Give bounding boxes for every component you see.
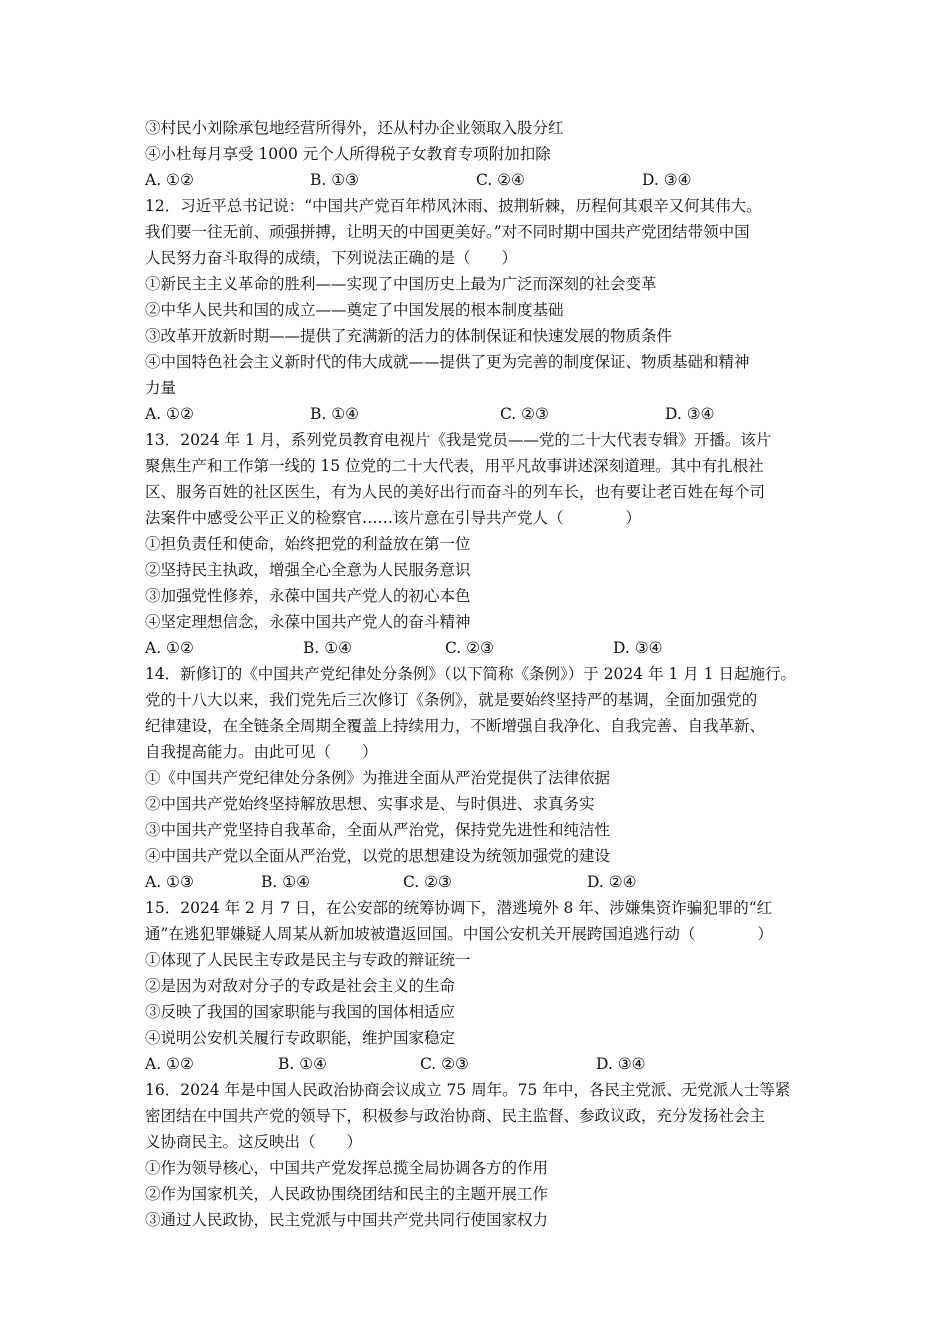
- q11-option-b[interactable]: B. ①③: [310, 171, 360, 189]
- q14-statement-1: ①《中国共产党纪律处分条例》为推进全面从严治党提供了法律依据: [145, 769, 611, 787]
- q14-statement-4: ④中国共产党以全面从严治党，以党的思想建设为统领加强党的建设: [145, 847, 611, 865]
- q15-stem-line-1: 15．2024 年 2 月 7 日，在公安部的统筹协调下，潜逃境外 8 年、涉嫌集资诈骗犯罪的“红: [145, 899, 773, 917]
- q14-stem-line-4: 自我提高能力。由此可见（ ）: [145, 743, 378, 761]
- q13-option-a[interactable]: A. ①②: [145, 639, 194, 657]
- q14-option-c[interactable]: C. ②③: [403, 873, 452, 891]
- q12-statement-3: ③改革开放新时期——提供了充满新的活力的体制保证和快速发展的物质条件: [145, 327, 673, 345]
- q14-statement-3: ③中国共产党坚持自我革命，全面从严治党，保持党先进性和纯洁性: [145, 821, 611, 839]
- q11-option-a[interactable]: A. ①②: [145, 171, 194, 189]
- q13-statement-2: ②坚持民主执政，增强全心全意为人民服务意识: [145, 561, 471, 579]
- q13-stem-line-3: 区、服务百姓的社区医生，有为人民的美好出行而奋斗的列车长，也有要让老百姓在每个司: [145, 483, 766, 501]
- q15-stem-line-2: 通”在逃犯罪嫌疑人周某从新加坡被遣返回国。中国公安机关开展跨国追逃行动（ ）: [145, 925, 773, 943]
- q14-stem-line-3: 纪律建设，在全链条全周期全覆盖上持续用力，不断增强自我净化、自我完善、自我革新、: [145, 717, 766, 735]
- q11-statement-4: ④小杜每月享受 1000 元个人所得税子女教育专项附加扣除: [145, 145, 551, 163]
- q15-option-d[interactable]: D. ③④: [596, 1055, 646, 1073]
- q13-stem-line-2: 聚焦生产和工作第一线的 15 位党的二十大代表，用平凡故事讲述深刻道理。其中有扎根社: [145, 457, 764, 475]
- q13-option-b[interactable]: B. ①④: [303, 639, 353, 657]
- q14-option-a[interactable]: A. ①③: [145, 873, 194, 891]
- q11-option-d[interactable]: D. ③④: [642, 171, 692, 189]
- q14-option-d[interactable]: D. ②④: [587, 873, 637, 891]
- q16-stem-line-3: 义协商民主。这反映出（ ）: [145, 1133, 363, 1151]
- q15-statement-1: ①体现了人民民主专政是民主与专政的辩证统一: [145, 951, 471, 969]
- q12-stem-line-3: 人民努力奋斗取得的成绩，下列说法正确的是（ ）: [145, 249, 518, 267]
- q15-statement-2: ②是因为对敌对分子的专政是社会主义的生命: [145, 977, 456, 995]
- q13-statement-3: ③加强党性修养，永葆中国共产党人的初心本色: [145, 587, 471, 605]
- q15-statement-3: ③反映了我国的国家职能与我国的国体相适应: [145, 1003, 456, 1021]
- q12-option-d[interactable]: D. ③④: [665, 405, 715, 423]
- q12-stem-line-2: 我们要一往无前、顽强拼搏，让明天的中国更美好。”对不同时期中国共产党团结带领中国: [145, 223, 750, 241]
- q12-option-c[interactable]: C. ②③: [500, 405, 549, 423]
- q15-option-c[interactable]: C. ②③: [420, 1055, 469, 1073]
- q13-option-c[interactable]: C. ②③: [445, 639, 494, 657]
- q12-statement-2: ②中华人民共和国的成立——奠定了中国发展的根本制度基础: [145, 301, 564, 319]
- q14-stem-line-1: 14．新修订的《中国共产党纪律处分条例》（以下简称《条例》）于 2024 年 1 月 1 日起施行。: [145, 665, 796, 683]
- q15-option-a[interactable]: A. ①②: [145, 1055, 194, 1073]
- q12-option-b[interactable]: B. ①④: [310, 405, 360, 423]
- q13-statement-4: ④坚定理想信念，永葆中国共产党人的奋斗精神: [145, 613, 471, 631]
- q13-statement-1: ①担负责任和使命，始终把党的利益放在第一位: [145, 535, 471, 553]
- q15-statement-4: ④说明公安机关履行专政职能，维护国家稳定: [145, 1029, 456, 1047]
- q12-statement-4: ④中国特色社会主义新时代的伟大成就——提供了更为完善的制度保证、物质基础和精神: [145, 353, 750, 371]
- q12-option-a[interactable]: A. ①②: [145, 405, 194, 423]
- q11-statement-3: ③村民小刘除承包地经营所得外，还从村办企业领取入股分红: [145, 119, 564, 137]
- q16-statement-1: ①作为领导核心，中国共产党发挥总揽全局协调各方的作用: [145, 1159, 549, 1177]
- q16-stem-line-2: 密团结在中国共产党的领导下，积极参与政治协商、民主监督、参政议政，充分发扬社会主: [145, 1107, 766, 1125]
- q11-option-c[interactable]: C. ②④: [476, 171, 525, 189]
- q16-statement-3: ③通过人民政协，民主党派与中国共产党共同行使国家权力: [145, 1211, 549, 1229]
- q16-stem-line-1: 16．2024 年是中国人民政治协商会议成立 75 周年。75 年中，各民主党派、无党派人士等紧: [145, 1081, 791, 1099]
- q14-statement-2: ②中国共产党始终坚持解放思想、实事求是、与时俱进、求真务实: [145, 795, 595, 813]
- q13-stem-line-1: 13．2024 年 1 月，系列党员教育电视片《我是党员——党的二十大代表专辑》开播。该片: [145, 431, 772, 449]
- q16-statement-2: ②作为国家机关，人民政协围绕团结和民主的主题开展工作: [145, 1185, 549, 1203]
- q15-option-b[interactable]: B. ①④: [278, 1055, 328, 1073]
- q12-statement-1: ①新民主主义革命的胜利——实现了中国历史上最为广泛而深刻的社会变革: [145, 275, 657, 293]
- q13-stem-line-4: 法案件中感受公平正义的检察官……该片意在引导共产党人（ ）: [145, 509, 642, 527]
- q14-stem-line-2: 党的十八大以来，我们党先后三次修订《条例》，就是要始终坚持严的基调，全面加强党的: [145, 691, 758, 709]
- q12-stem-line-1: 12．习近平总书记说：“中国共产党百年栉风沐雨、披荆斩棘，历程何其艰辛又何其伟大。: [145, 197, 762, 215]
- q13-option-d[interactable]: D. ③④: [613, 639, 663, 657]
- q12-statement-4-cont: 力量: [145, 379, 177, 397]
- q14-option-b[interactable]: B. ①④: [261, 873, 311, 891]
